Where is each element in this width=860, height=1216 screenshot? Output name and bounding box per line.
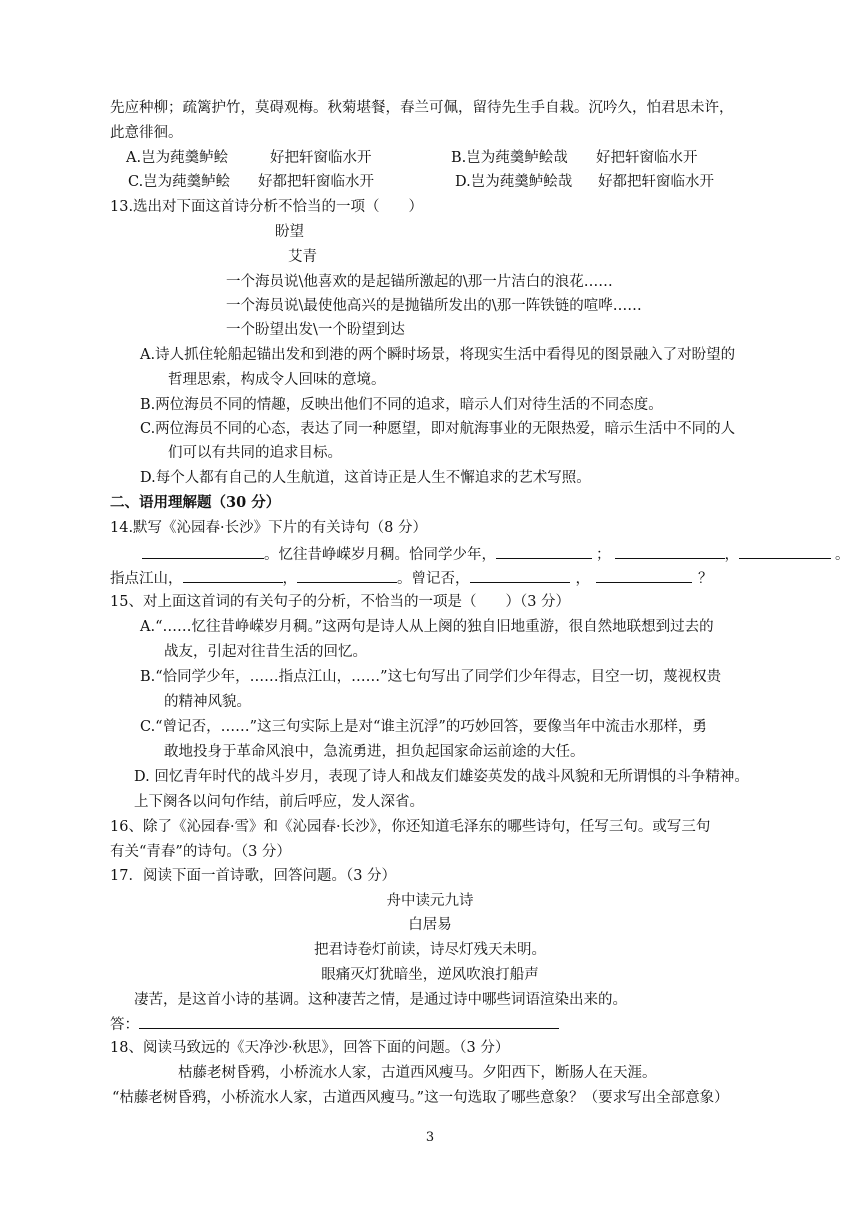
q18-question: “枯藤老树昏鸦，小桥流水人家，古道西风瘦马。”这一句选取了哪些意象？（要求写出全部意象） <box>112 1090 729 1106</box>
q15-option-c: C.“曾记否，……”这三句实际上是对“谁主沉浮”的巧妙回答，要像当年中流击水那样，勇 <box>140 719 707 735</box>
q13-option-b: B.两位海员不同的情趣，反映出他们不同的追求，暗示人们对待生活的不同态度。 <box>140 397 663 413</box>
q12-option-d-tail: 好都把轩窗临水开 <box>598 174 714 190</box>
q13-option-a: A.诗人抓住轮船起锚出发和到港的两个瞬时场景，将现实生活中看得见的图景融入了对盼望的 <box>140 347 736 363</box>
q16-line1: 16、除了《沁园春·雪》和《沁园春·长沙》，你还知道毛泽东的哪些诗句，任写三句。或写三句 <box>110 819 711 835</box>
answer-line[interactable] <box>139 1013 559 1029</box>
answer-blank[interactable] <box>470 567 570 583</box>
q15-option-d-cont: 上下阕各以问句作结，前后呼应，发人深省。 <box>134 794 424 810</box>
q13-option-c: C.两位海员不同的心态，表达了同一种愿望，即对航海事业的无限热爱，暗示生活中不同的人 <box>140 421 736 437</box>
q17-poem-author: 白居易 <box>408 917 452 933</box>
q15-option-d: D. 回忆青年时代的战斗岁月，表现了诗人和战友们雄姿英发的战斗风貌和无所谓惧的斗争精神。 <box>134 769 749 785</box>
answer-blank[interactable] <box>596 567 692 583</box>
q12-option-a-tail: 好把轩窗临水开 <box>270 150 372 166</box>
q13-poem-title: 盼望 <box>275 224 304 240</box>
q18-poem: 枯藤老树昏鸦，小桥流水人家，古道西风瘦马。夕阳西下，断肠人在天涯。 <box>178 1065 657 1081</box>
q17-poem-line: 把君诗卷灯前读，诗尽灯残天未明。 <box>314 942 546 958</box>
q12-option-b: B.岂为莼羹鲈鲙哉 <box>451 150 568 166</box>
q14-line2: 指点江山， ， 。曾记否， ， ？ <box>110 567 713 589</box>
q17-stem: 17．阅读下面一首诗歌，回答问题。（3 分） <box>110 868 397 884</box>
answer-blank[interactable] <box>739 543 831 559</box>
q15-option-b: B.“恰同学少年，……指点江山，……”这七句写出了同学们少年得志，目空一切，蔑视权贵 <box>140 669 722 685</box>
q13-poem-line: 一个盼望出发\一个盼望到达 <box>226 322 405 338</box>
q13-poem-author: 艾青 <box>288 249 317 265</box>
q15-stem: 15、对上面这首词的有关句子的分析，不恰当的一项是（ ）（3 分） <box>110 594 571 610</box>
q17-poem-title: 舟中读元九诗 <box>386 893 474 909</box>
q12-option-b-tail: 好把轩窗临水开 <box>596 150 698 166</box>
q12-option-d: D.岂为莼羹鲈鲙哉 <box>455 174 573 190</box>
q16-line2: 有关“青春”的诗句。（3 分） <box>110 844 291 860</box>
q17-poem-line: 眼痛灭灯犹暗坐，逆风吹浪打船声 <box>321 967 539 983</box>
q14-line1: 。忆往昔峥嵘岁月稠。恰同学少年， ； ， 。 <box>142 543 850 565</box>
answer-blank[interactable] <box>496 543 592 559</box>
answer-blank[interactable] <box>183 567 283 583</box>
page-number: 3 <box>425 1130 435 1145</box>
q17-question: 凄苦，是这首小诗的基调。这种凄苦之情，是通过诗中哪些词语渲染出来的。 <box>134 992 627 1008</box>
q15-option-a: A.“……忆往昔峥嵘岁月稠。”这两句是诗人从上阕的独自旧地重游，很自然地联想到过去的 <box>140 619 714 635</box>
q12-option-a: A.岂为莼羹鲈鲙 <box>126 150 229 166</box>
q17-answer-row: 答： <box>110 1013 559 1035</box>
q12-option-c: C.岂为莼羹鲈鲙 <box>128 174 231 190</box>
q13-stem: 13.选出对下面这首诗分析不恰当的一项（ ） <box>110 199 424 215</box>
section-heading: 二、语用理解题（30 分） <box>110 494 281 511</box>
q15-option-a-cont: 战友，引起对往昔生活的回忆。 <box>164 644 367 660</box>
q18-stem: 18、阅读马致远的《天净沙·秋思》，回答下面的问题。（3 分） <box>110 1040 510 1056</box>
q13-option-c-cont: 们可以有共同的追求目标。 <box>168 445 342 461</box>
answer-blank[interactable] <box>142 543 264 559</box>
answer-blank[interactable] <box>297 567 397 583</box>
q13-option-a-cont: 哲理思索，构成令人回味的意境。 <box>168 372 386 388</box>
q12-text-line1: 先应种柳；疏篱护竹，莫碍观梅。秋菊堪餐，春兰可佩，留待先生手自栽。沉吟久，怕君思未许， <box>110 100 734 116</box>
q15-option-c-cont: 敢地投身于革命风浪中，急流勇进，担负起国家命运前途的大任。 <box>164 744 585 760</box>
q15-option-b-cont: 的精神风貌。 <box>164 694 251 710</box>
q12-option-c-tail: 好都把轩窗临水开 <box>258 174 374 190</box>
q13-option-d: D.每个人都有自己的人生航道，这首诗正是人生不懈追求的艺术写照。 <box>140 470 591 486</box>
q14-stem: 14.默写《沁园春·长沙》下片的有关诗句（8 分） <box>110 520 428 536</box>
answer-blank[interactable] <box>615 543 725 559</box>
q12-text-line2: 此意徘徊。 <box>110 125 183 141</box>
q13-poem-line: 一个海员说\他喜欢的是起锚所激起的\那一片洁白的浪花…… <box>226 274 613 290</box>
q13-poem-line: 一个海员说\最使他高兴的是抛锚所发出的\那一阵铁链的喧哗…… <box>226 298 642 314</box>
